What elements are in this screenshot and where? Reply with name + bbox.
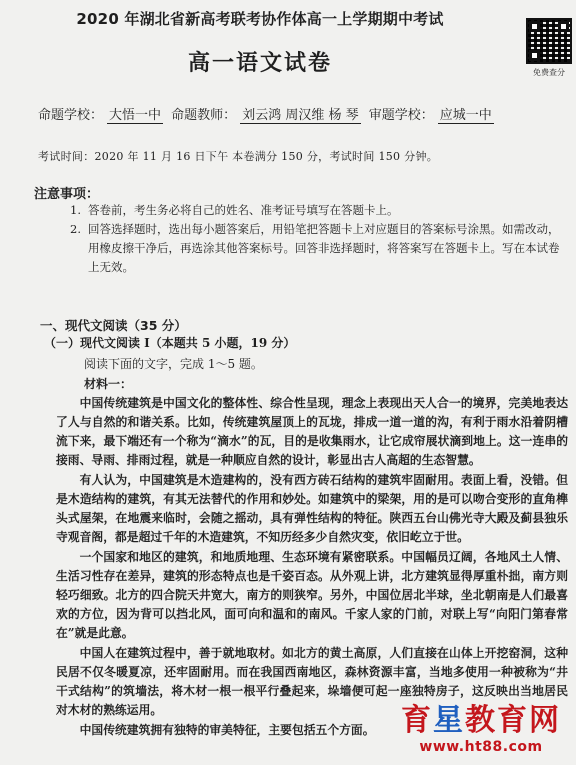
exam-time: 考试时间：2020 年 11 月 16 日下午 本卷满分 150 分，考试时间 150 分钟。 bbox=[38, 150, 439, 163]
notes-list bbox=[70, 201, 566, 277]
note-text: 答卷前，考生务必将自己的姓名、准考证号填写在答题卡上。 bbox=[88, 203, 399, 217]
watermark-char: 育 bbox=[401, 703, 433, 738]
school-value: 大悟一中 bbox=[109, 108, 162, 123]
note-number: 1. bbox=[70, 203, 81, 217]
paper-title: 高一语文试卷 bbox=[187, 51, 332, 76]
reading-instruction: 阅读下面的文字，完成 1～5 题。 bbox=[84, 357, 263, 371]
watermark-url: www.ht88.com bbox=[419, 739, 543, 755]
review-label: 审题学校： bbox=[368, 108, 434, 123]
note-item-2 bbox=[70, 220, 566, 277]
site-watermark bbox=[392, 703, 570, 763]
material-body bbox=[56, 394, 568, 741]
qr-caption: 免费查分 bbox=[533, 68, 565, 77]
watermark-star-char: 星 bbox=[433, 703, 465, 738]
qr-code-icon[interactable] bbox=[526, 18, 572, 64]
paragraph: 中国传统建筑是中国文化的整体性、综合性呈现，理念上表现出天人合一的境界，完美地表达了人与自然的和谐关系。比如，传统建筑屋顶上的瓦垅，排成一道一道的沟，有利于雨水沿着阴槽流下来，最下端还有一个称为“滴水”的瓦，目的是收集雨水，让它成帘展状滴到地上。这一连串的接雨、导雨、排雨过程，就是一种顺应自然的设计，彰显出古人高超的生态智慧。 bbox=[56, 396, 568, 467]
author-info-row bbox=[38, 104, 574, 123]
school-label: 命题学校： bbox=[38, 108, 104, 123]
subsection-title: （一）现代文阅读 I（本题共 5 小题，19 分） bbox=[44, 336, 296, 350]
teachers-label: 命题教师： bbox=[171, 108, 237, 123]
note-number: 2. bbox=[70, 222, 81, 236]
paragraph: 一个国家和地区的建筑，和地质地理、生态环境有紧密联系。中国幅员辽阔，各地风土人情、生活习性存在差异，建筑的形态特点也是千姿百态。从外观上讲，北方建筑显得厚重朴拙，南方则轻巧细致。北方的四合院天井宽大，南方的则狭窄。另外，中国位居北半球，坐北朝南是人们最喜欢的方位，因为背可以挡北风，面可向和温和的南风。千家人家的门前，对联上写“向阳门第春常在”就是此意。 bbox=[56, 550, 568, 640]
paragraph: 中国人在建筑过程中，善于就地取材。如北方的黄土高原，人们直接在山体上开挖窑洞，这种民居不仅冬暖夏凉，还牢固耐用。而在我国西南地区，森林资源丰富，当地多使用一种被称为“井干式结构”的筑墙法，将木材一根一根平行叠起来，垛墙便可起一座独特房子，这反映出当地居民对木材的熟练运用。 bbox=[56, 646, 568, 717]
note-item-1 bbox=[70, 201, 566, 220]
review-school-value: 应城一中 bbox=[439, 108, 492, 123]
qr-code-block[interactable] bbox=[524, 18, 574, 82]
paragraph: 有人认为，中国建筑是木造建构的，没有西方砖石结构的建筑牢固耐用。表面上看，没错。但是木造结构的建筑，有其无法替代的作用和妙处。如建筑中的梁架，用的是可以吻合变形的直角榫头式屋架，在地震来临时，会随之摇动，具有弹性结构的特征。陕西五台山佛光寺大殿及蓟县独乐寺观音阁，都是超过千年的木造建筑，不知历经多少自然灾变，依旧屹立于世。 bbox=[56, 473, 568, 544]
material-label: 材料一： bbox=[84, 377, 133, 391]
exam-title: 2020 年湖北省新高考联考协作体高一上学期期中考试 bbox=[76, 10, 444, 28]
paragraph: 中国传统建筑拥有独特的审美特征，主要包括五个方面。 bbox=[79, 723, 375, 737]
watermark-logo-text bbox=[392, 703, 570, 739]
teachers-value: 刘云鸿 周汉维 杨 琴 bbox=[242, 108, 359, 123]
section-title: 一、现代文阅读（35 分） bbox=[40, 318, 187, 333]
notes-heading: 注意事项： bbox=[34, 187, 100, 202]
note-text: 回答选择题时，选出每小题答案后，用铅笔把答题卡上对应题目的答案标号涂黑。如需改动，用橡皮擦干净后，再选涂其他答案标号。回答非选择题时，将答案写在答题卡上。写在本试卷上无效。 bbox=[88, 222, 560, 274]
watermark-char: 教育网 bbox=[465, 703, 561, 738]
